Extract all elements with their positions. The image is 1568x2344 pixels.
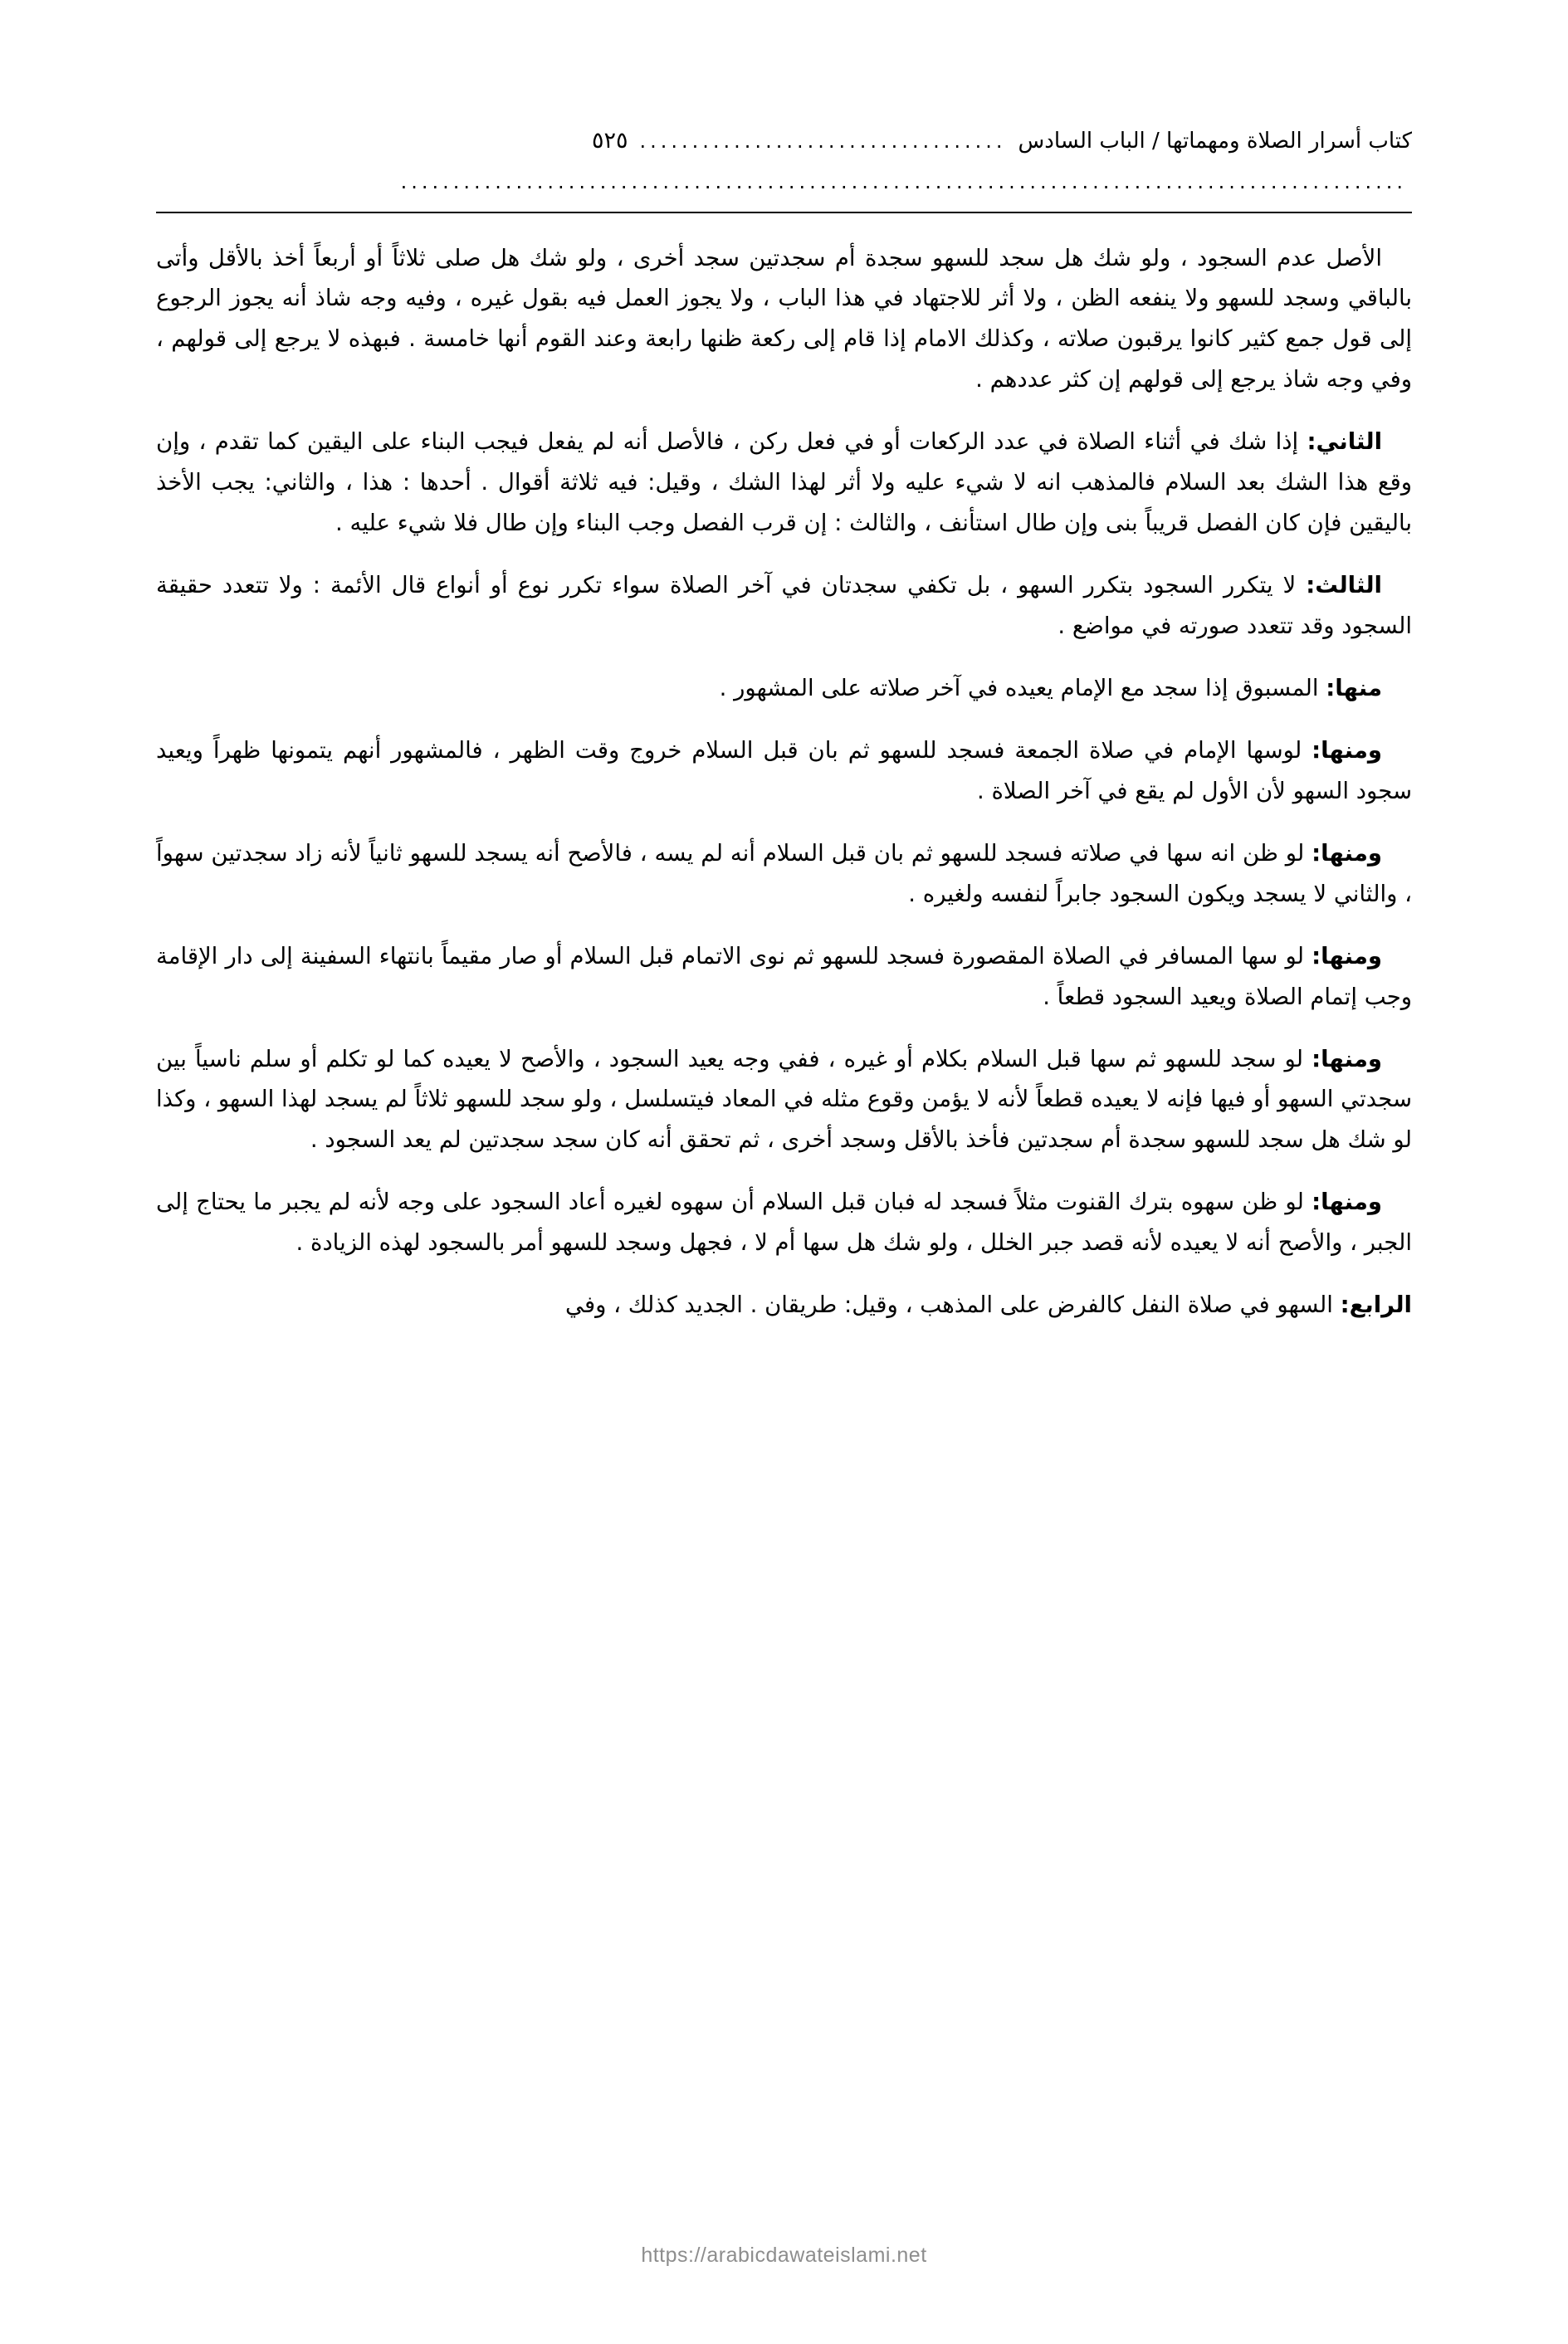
paragraph-text: لوسها الإمام في صلاة الجمعة فسجد للسهو ثم بان قبل السلام خروج وقت الظهر ، فالمشهور أنهم يتمونها ظهراً ويعيد سجود السهو لأن الأول لم يقع في آخر الصلاة . xyxy=(156,736,1412,804)
page-content xyxy=(156,125,1412,1347)
paragraph xyxy=(156,936,1412,1018)
paragraph-text: لو سجد للسهو ثم سها قبل السلام بكلام أو غيره ، ففي وجه يعيد السجود ، والأصح لا يعيده كما لو تكلم أو سلم ناسياً بين سجدتي السهو أو فيها فإنه لا يعيده قطعاً لأنه لا يؤمن وقوع مثله في المعاد فيتسلسل ، ولو سجد للسهو ثلاثاً لم يسجد لهذا السهو ، وكذا لو شك هل سجد للسهو سجدة أم سجدتين فأخذ بالأقل وسجد أخرى ، ثم تحقق أنه كان سجد سجدتين لم يعد السجود . xyxy=(156,1045,1412,1154)
paragraph-text: لا يتكرر السجود بتكرر السهو ، بل تكفي سجدتان في آخر الصلاة سواء تكرر نوع أو أنواع قال الأئمة : ولا تتعدد حقيقة السجود وقد تتعدد صورته في مواضع . xyxy=(156,572,1412,639)
watermark-url: https://arabicdawateislami.net xyxy=(641,2244,927,2267)
body-text xyxy=(156,238,1412,1326)
paragraph-lead: ومنها: xyxy=(1312,1045,1382,1072)
paragraph-text: لو ظن سهوه بترك القنوت مثلاً فسجد له فبان قبل السلام أن سهوه لغيره أعاد السجود على وجه لأنه لم يجبر ما يحتاج إلى الجبر ، والأصح أنه لا يعيده لأنه قصد جبر الخلل ، ولو شك هل سها أم لا ، فجهل وسجد للسهو أمر بالسجود لهذه الزيادة . xyxy=(156,1189,1412,1257)
paragraph xyxy=(156,422,1412,544)
paragraph-lead: منها: xyxy=(1326,674,1382,701)
header-divider xyxy=(156,212,1412,213)
paragraph-text: السهو في صلاة النفل كالفرض على المذهب ، وقيل: طريقان . الجديد كذلك ، وفي xyxy=(565,1292,1341,1319)
paragraph-lead: ومنها: xyxy=(1312,1189,1382,1216)
paragraph xyxy=(156,668,1412,709)
paragraph xyxy=(156,833,1412,915)
paragraph-text: لو ظن انه سها في صلاته فسجد للسهو ثم بان قبل السلام أنه لم يسه ، فالأصح أنه يسجد للسهو ثانياً لأنه زاد سجدتين سهواً ، والثاني لا يسجد ويكون السجود جابراً لنفسه ولغيره . xyxy=(156,839,1412,907)
paragraph-text: إذا شك في أثناء الصلاة في عدد الركعات أو في فعل ركن ، فالأصل أنه لم يفعل فيجب البناء على اليقين كما تقدم ، وإن وقع هذا الشك بعد السلام فالمذهب انه لا شيء عليه ولا أثر لهذا الشك ، وقيل: فيه ثلاثة أقوال . أحدها : هذا ، والثاني: يجب الأخذ باليقين فإن كان الفصل قريباً بنى وإن طال استأنف ، والثالث : إن قرب الفصل وجب البناء وإن طال فلا شيء عليه . xyxy=(156,428,1412,537)
page-number: ٥٢٥ xyxy=(592,128,628,154)
page-header xyxy=(156,125,1412,159)
paragraph xyxy=(156,1039,1412,1161)
paragraph-text: لو سها المسافر في الصلاة المقصورة فسجد للسهو ثم نوى الاتمام قبل السلام أو صار مقيماً بانتهاء السفينة إلى دار الإقامة وجب إتمام الصلاة ويعيد السجود قطعاً . xyxy=(156,942,1412,1010)
paragraph-text: الأصل عدم السجود ، ولو شك هل سجد للسهو سجدة أم سجدتين سجد أخرى ، ولو شك هل صلى ثلاثاً أو أربعاً أخذ بالأقل وأتى بالباقي وسجد للسهو ولا ينفعه الظن ، ولا أثر للاجتهاد في هذا الباب ، ولا يجوز العمل فيه بقول غيره ، وفيه وجه شاذ أنه يجوز الرجوع إلى قول جمع كثير كانوا يرقبون صلاته ، وكذلك الامام إذا قام إلى ركعة ظنها رابعة وعند القوم أنها خامسة . فبهذه لا يرجع إلى قولهم ، وفي وجه شاذ يرجع إلى قولهم إن كثر عددهم . xyxy=(156,244,1412,393)
paragraph-lead: ومنها: xyxy=(1312,942,1382,969)
paragraph xyxy=(156,730,1412,812)
paragraph xyxy=(156,1285,1412,1326)
header-dot-leader: ................................... xyxy=(639,129,1007,153)
paragraph-lead: الثالث: xyxy=(1306,572,1382,599)
paragraph xyxy=(156,1182,1412,1263)
paragraph xyxy=(156,238,1412,401)
paragraph-lead: ومنها: xyxy=(1312,839,1382,867)
paragraph xyxy=(156,565,1412,647)
header-dot-leader-second-line: ................................................................................................ xyxy=(400,169,1407,193)
paragraph-lead: ومنها: xyxy=(1312,736,1382,764)
header-title: كتاب أسرار الصلاة ومهماتها / الباب السادس xyxy=(1018,129,1412,154)
paragraph-lead: الثاني: xyxy=(1307,428,1382,456)
paragraph-lead: الرابع: xyxy=(1340,1292,1412,1319)
paragraph-text: المسبوق إذا سجد مع الإمام يعيده في آخر صلاته على المشهور . xyxy=(719,674,1326,701)
